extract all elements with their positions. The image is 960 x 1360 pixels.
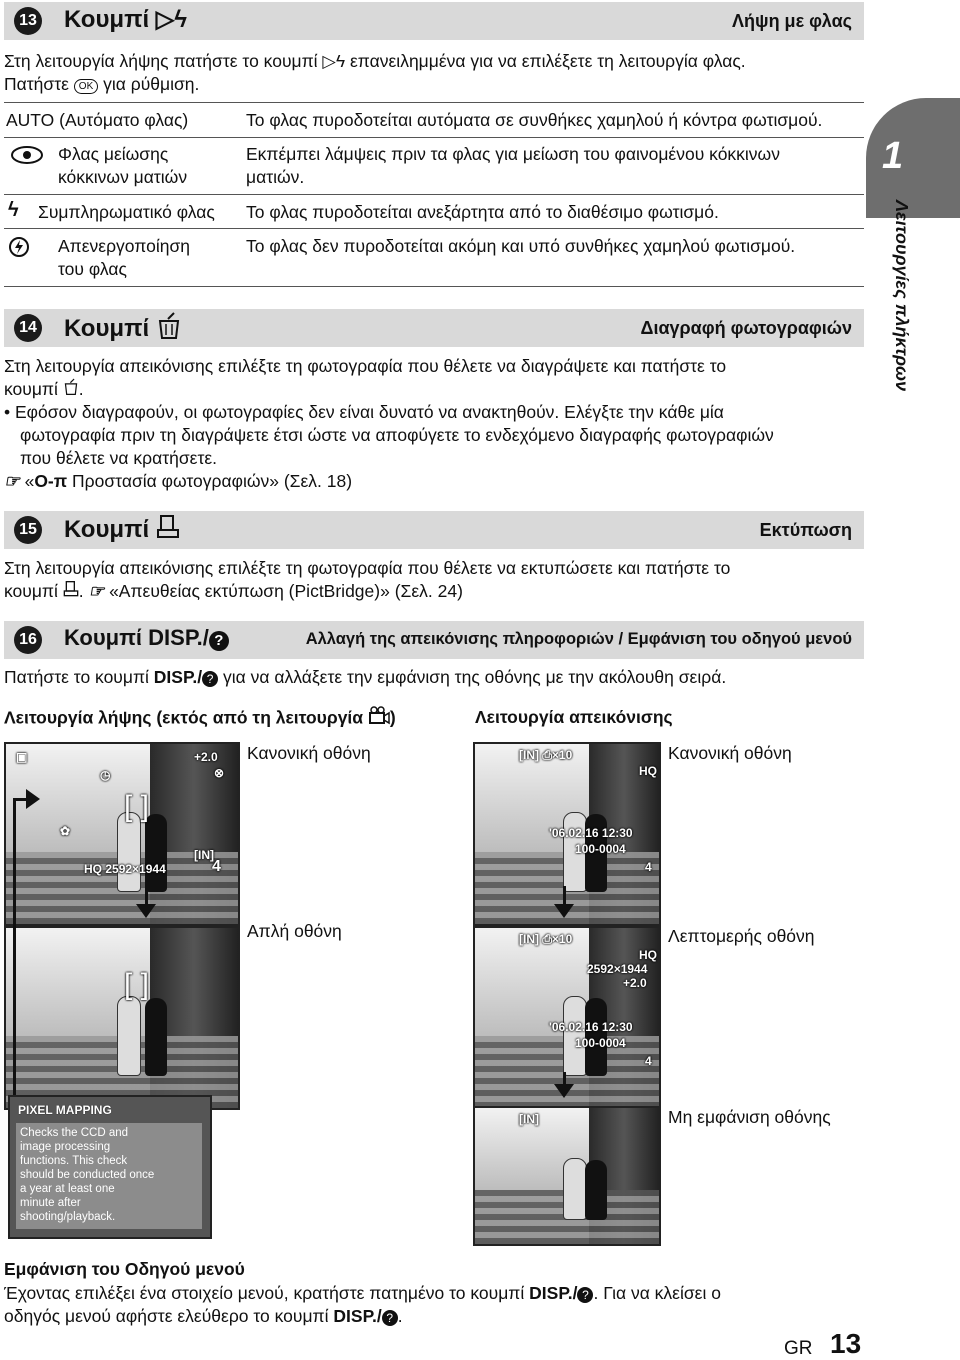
flash-icon: ϟ bbox=[8, 199, 19, 221]
help-icon: ? bbox=[202, 671, 218, 687]
label-normal-screen-left: Κανονική οθόνη bbox=[247, 743, 371, 763]
reference-line: ☞ «O‑π Προστασία φωτογραφιών» (Σελ. 18) bbox=[4, 471, 353, 491]
af-frame: [ ] bbox=[124, 968, 150, 1001]
frame-number: 4 bbox=[645, 1054, 652, 1068]
flash-mode-fill: Συμπληρωματικό φλας bbox=[38, 202, 215, 222]
section-title: Κουμπί DISP./ ? bbox=[64, 625, 229, 651]
reference-icon: ☞ bbox=[88, 581, 105, 601]
section-subtitle: Λήψη με φλας bbox=[732, 11, 852, 31]
intro-line-2: Πατήστε OK για ρύθμιση. bbox=[4, 74, 200, 94]
intro-line: Στη λειτουργία λήψης πατήστε το κουμπί ▷ϟ επανειλημμένα για να επιλέξετε τη λειτουργία φλας. bbox=[4, 51, 746, 71]
section-16-header bbox=[4, 621, 864, 659]
guide-line: οδηγός μενού αφήστε ελεύθερο το κουμπί DISP./ ? . bbox=[4, 1306, 403, 1326]
flash-mode-desc: Το φλας δεν πυροδοτείται ακόμη και υπό συνθήκες χαμηλού φωτισμού. bbox=[246, 236, 796, 256]
divider bbox=[4, 137, 864, 138]
divider bbox=[4, 228, 864, 229]
section-14-header bbox=[4, 309, 864, 347]
screen-preview-normal-playback bbox=[473, 742, 661, 926]
flash-mode-desc: Εκπέμπει λάμψεις πριν τα φλας για μείωση του φαινομένου κόκκινων bbox=[246, 144, 780, 164]
memory-print-indicator: [IN] ⎙×10 bbox=[519, 932, 573, 946]
image-quality: HQ bbox=[639, 948, 657, 962]
screen-preview-no-display bbox=[473, 1106, 661, 1246]
body-line: κουμπί . bbox=[4, 378, 84, 402]
flash-mode-desc-2: ματιών. bbox=[246, 167, 305, 187]
body-line: κουμπί . ☞ «Απευθείας εκτύπωση (PictBridge)» (Σελ. 24) bbox=[4, 580, 463, 604]
body-line: Στη λειτουργία απεικόνισης επιλέξτε τη φωτογραφία που θέλετε να διαγράψετε και πατήστε το bbox=[4, 356, 727, 376]
camera-mode-icon: ▣ bbox=[16, 750, 28, 764]
flash-mode-auto: AUTO (Αυτόματο φλας) bbox=[6, 110, 189, 130]
print-icon bbox=[63, 580, 79, 604]
self-timer-icon: ◷ bbox=[100, 768, 111, 782]
protect-icon: O‑π bbox=[34, 471, 68, 491]
date-time: '06.02.16 12:30 bbox=[549, 1020, 633, 1034]
trash-icon bbox=[63, 378, 79, 402]
screen-preview-detailed-playback bbox=[473, 926, 661, 1110]
divider bbox=[4, 194, 864, 195]
bullet-line: που θέλετε να κρατήσετε. bbox=[20, 448, 218, 468]
red-eye-icon bbox=[10, 145, 44, 171]
pixel-mapping-text: Checks the CCD and image processing functions. This check should be conducted once a year at least one minute after shooting/playback. bbox=[16, 1123, 202, 1229]
exposure-value: +2.0 bbox=[623, 976, 647, 990]
label-simple-screen: Απλή οθόνη bbox=[247, 921, 342, 941]
section-title: Κουμπί bbox=[64, 514, 180, 547]
flash-mode-desc: Το φλας πυροδοτείται αυτόματα σε συνθήκες χαμηλού ή κόντρα φωτισμού. bbox=[246, 110, 823, 130]
section-title: Κουμπί bbox=[64, 312, 182, 347]
memory-indicator: [IN] bbox=[519, 1112, 539, 1126]
macro-icon: ✿ bbox=[60, 824, 71, 838]
body-line: Πατήστε το κουμπί DISP./ ? για να αλλάξετε την εμφάνιση της οθόνης με την ακόλουθη σειρά. bbox=[4, 667, 727, 687]
flash-mode-desc: Το φλας πυροδοτείται ανεξάρτητα από το διαθέσιμο φωτισμό. bbox=[246, 202, 719, 222]
file-number: 100-0004 bbox=[575, 1036, 626, 1050]
body-line: Στη λειτουργία απεικόνισης επιλέξτε τη φωτογραφία που θέλετε να εκτυπώσετε και πατήστε το bbox=[4, 558, 731, 578]
af-frame: [ ] bbox=[124, 790, 150, 823]
flash-off-icon bbox=[8, 236, 30, 264]
section-subtitle: Αλλαγή της απεικόνισης πληροφοριών / Εμφάνιση του οδηγού μενού bbox=[305, 630, 852, 648]
help-icon: ? bbox=[382, 1310, 398, 1326]
column-heading-playback: Λειτουργία απεικόνισης bbox=[475, 707, 673, 727]
help-icon: ? bbox=[577, 1287, 593, 1303]
movie-icon bbox=[368, 706, 390, 732]
date-time: '06.02.16 12:30 bbox=[549, 826, 633, 840]
loop-arrow-line bbox=[13, 798, 16, 1095]
memory-print-indicator: [IN] ⎙×10 bbox=[519, 748, 573, 762]
page-number: 13 bbox=[830, 1328, 862, 1359]
frame-number: 4 bbox=[645, 860, 652, 874]
image-quality: HQ bbox=[639, 764, 657, 778]
pixel-mapping-title: PIXEL MAPPING bbox=[18, 1103, 112, 1117]
label-detailed-screen: Λεπτομερής οθόνη bbox=[668, 926, 815, 946]
print-icon bbox=[156, 514, 180, 547]
flash-mode-redeye: Φλας μείωσης bbox=[58, 144, 169, 164]
label-normal-screen-right: Κανονική οθόνη bbox=[668, 743, 792, 763]
section-subtitle: Εκτύπωση bbox=[759, 520, 852, 540]
bullet-line: • Εφόσον διαγραφούν, οι φωτογραφίες δεν είναι δυνατό να ανακτηθούν. Ελέγξτε την κάθε μία bbox=[4, 402, 724, 422]
exposure-value: +2.0 bbox=[194, 750, 218, 764]
section-13-header bbox=[4, 2, 864, 40]
bullet-line: φωτογραφία πριν τη διαγράψετε έτσι ώστε να αποφύγετε το ενδεχόμενο διαγραφής φωτογραφιών bbox=[20, 425, 774, 445]
flash-mode-indicator-icon: ⊗ bbox=[214, 766, 225, 780]
memory-indicator: [IN] bbox=[194, 848, 214, 862]
image-size: 2592×1944 bbox=[587, 962, 648, 976]
ok-button-icon: OK bbox=[74, 79, 98, 94]
screen-preview-normal-shooting bbox=[4, 742, 240, 926]
trash-icon bbox=[156, 312, 182, 347]
screen-preview-simple-shooting bbox=[4, 926, 240, 1110]
footer-language: GR bbox=[784, 1338, 813, 1359]
image-quality: HQ 2592×1944 bbox=[84, 862, 166, 876]
guide-heading: Εμφάνιση του Οδηγού μενού bbox=[4, 1259, 245, 1279]
section-number: 13 bbox=[14, 7, 42, 35]
section-number: 14 bbox=[14, 314, 42, 342]
flash-mode-off: Απενεργοποίηση bbox=[58, 236, 191, 256]
section-subtitle: Διαγραφή φωτογραφιών bbox=[640, 318, 852, 338]
pixel-mapping-screen bbox=[8, 1095, 212, 1239]
help-icon: ? bbox=[209, 631, 229, 651]
section-number: 15 bbox=[14, 516, 42, 544]
chapter-label: Λειτουργίες πλήκτρων bbox=[892, 200, 912, 392]
flash-mode-off-2: του φλας bbox=[58, 259, 127, 279]
file-number: 100-0004 bbox=[575, 842, 626, 856]
arrow-down-head bbox=[554, 904, 574, 918]
reference-icon: ☞ bbox=[4, 471, 20, 491]
divider bbox=[4, 286, 864, 287]
arrow-right-head bbox=[26, 789, 40, 809]
chapter-number: 1 bbox=[882, 135, 904, 177]
label-no-display: Μη εμφάνιση οθόνης bbox=[668, 1107, 831, 1127]
flash-mode-redeye-2: κόκκινων ματιών bbox=[58, 167, 188, 187]
section-15-header bbox=[4, 511, 864, 549]
column-heading-shooting: Λειτουργία λήψης (εκτός από τη λειτουργία ) bbox=[4, 706, 396, 732]
section-title: Κουμπί ▷ϟ bbox=[64, 6, 187, 33]
arrow-down-head bbox=[136, 904, 156, 918]
section-number: 16 bbox=[14, 626, 42, 654]
remaining-shots: 4 bbox=[212, 858, 221, 875]
divider bbox=[4, 102, 864, 103]
guide-line: Έχοντας επιλέξει ένα στοιχείο μενού, κρατήστε πατημένο το κουμπί DISP./ ? . Για να κλείσει ο bbox=[4, 1283, 721, 1303]
arrow-down-head bbox=[554, 1084, 574, 1098]
